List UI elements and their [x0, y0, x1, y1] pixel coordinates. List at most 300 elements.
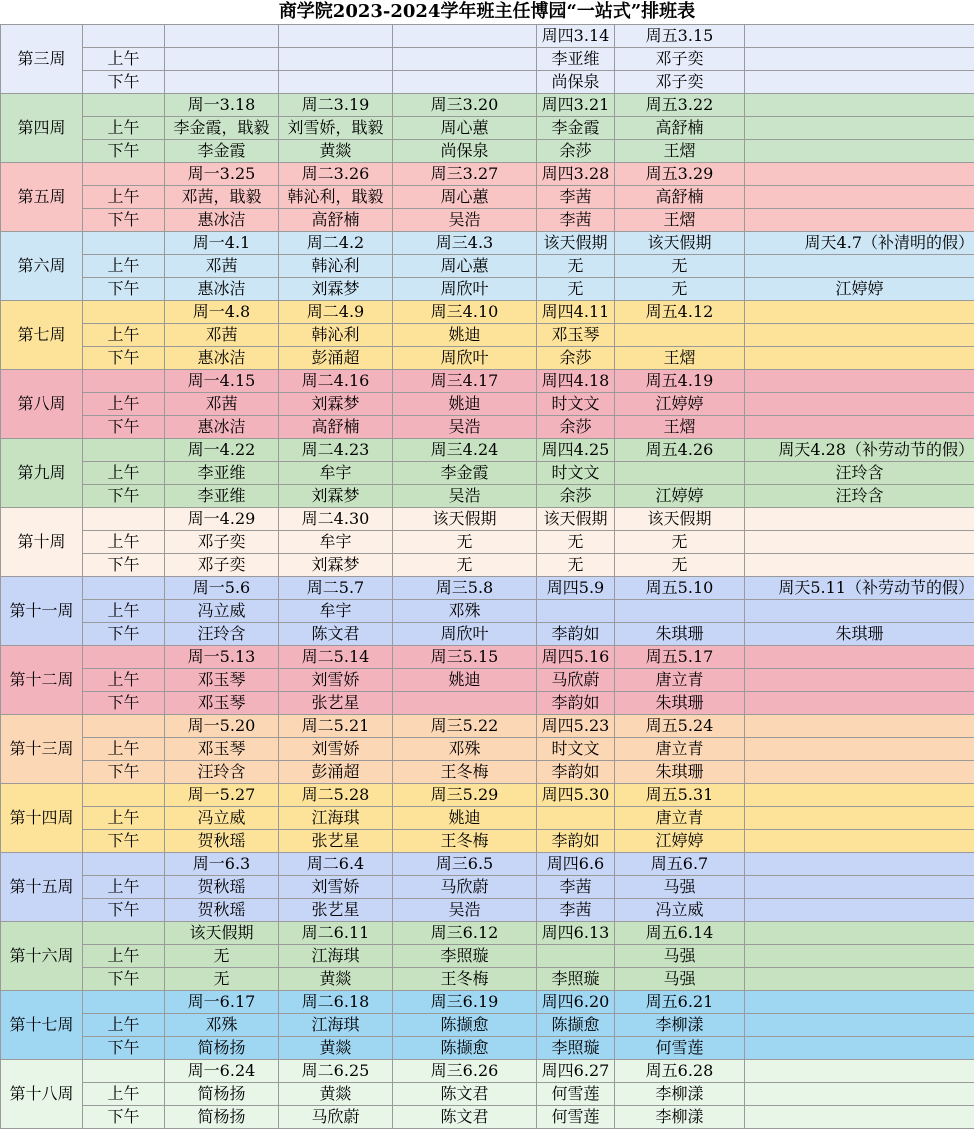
- staff-cell: [745, 393, 974, 416]
- morning-row: [1, 876, 974, 899]
- staff-cell: 邓子奕: [615, 71, 745, 94]
- staff-cell: 牟宇: [279, 600, 393, 623]
- date-row: [1, 784, 974, 807]
- staff-cell: [537, 945, 615, 968]
- period-label: [83, 853, 165, 876]
- period-label: [83, 991, 165, 1014]
- morning-row: [1, 1014, 974, 1037]
- period-label: [83, 646, 165, 669]
- period-label: [83, 715, 165, 738]
- date-cell: 周二3.19: [279, 94, 393, 117]
- staff-cell: 高舒楠: [279, 416, 393, 439]
- period-label: [83, 577, 165, 600]
- date-cell: 周一5.13: [165, 646, 279, 669]
- period-label: 上午: [83, 945, 165, 968]
- staff-cell: [745, 117, 974, 140]
- morning-row: [1, 48, 974, 71]
- staff-cell: 张艺星: [279, 899, 393, 922]
- staff-cell: 江海琪: [279, 1014, 393, 1037]
- period-label: [83, 232, 165, 255]
- staff-cell: 时文文: [537, 393, 615, 416]
- date-cell: 周三5.8: [393, 577, 537, 600]
- date-row: [1, 853, 974, 876]
- staff-cell: 马欣蔚: [279, 1106, 393, 1129]
- staff-cell: [745, 186, 974, 209]
- date-row: [1, 991, 974, 1014]
- staff-cell: 张艺星: [279, 830, 393, 853]
- staff-cell: 陈撷愈: [537, 1014, 615, 1037]
- staff-cell: [745, 1014, 974, 1037]
- staff-cell: 马强: [615, 968, 745, 991]
- date-cell: 周三4.24: [393, 439, 537, 462]
- staff-cell: 高舒楠: [615, 186, 745, 209]
- afternoon-row: [1, 968, 974, 991]
- date-cell: 周三6.19: [393, 991, 537, 1014]
- staff-cell: 李韵如: [537, 692, 615, 715]
- period-label: 下午: [83, 623, 165, 646]
- staff-cell: 王冬梅: [393, 761, 537, 784]
- staff-cell: 李茜: [537, 209, 615, 232]
- staff-cell: 无: [537, 255, 615, 278]
- staff-cell: 冯立威: [165, 600, 279, 623]
- staff-cell: [745, 71, 974, 94]
- date-cell: 周五6.14: [615, 922, 745, 945]
- week-label: 第十七周: [1, 991, 83, 1060]
- date-cell: 周五6.7: [615, 853, 745, 876]
- staff-cell: [615, 462, 745, 485]
- date-cell: 周四4.18: [537, 370, 615, 393]
- date-cell: 周四5.9: [537, 577, 615, 600]
- staff-cell: 陈撷愈: [393, 1037, 537, 1060]
- date-cell: 周一5.20: [165, 715, 279, 738]
- staff-cell: 邓茜: [165, 255, 279, 278]
- staff-cell: 朱琪珊: [615, 761, 745, 784]
- afternoon-row: [1, 485, 974, 508]
- staff-cell: 李金霞，戢毅: [165, 117, 279, 140]
- staff-cell: 彭涌超: [279, 347, 393, 370]
- afternoon-row: [1, 71, 974, 94]
- staff-cell: [745, 554, 974, 577]
- date-cell: [393, 25, 537, 48]
- staff-cell: 惠冰洁: [165, 209, 279, 232]
- date-cell: 周一6.24: [165, 1060, 279, 1083]
- staff-cell: 陈文君: [279, 623, 393, 646]
- date-cell: 周天4.7（补清明的假）: [745, 232, 974, 255]
- period-label: 上午: [83, 531, 165, 554]
- date-cell: 周一4.29: [165, 508, 279, 531]
- staff-cell: 周欣叶: [393, 347, 537, 370]
- date-cell: 周三5.22: [393, 715, 537, 738]
- staff-cell: 汪玲含: [165, 761, 279, 784]
- date-cell: [745, 508, 974, 531]
- staff-cell: 马欣蔚: [537, 669, 615, 692]
- staff-cell: 邓殊: [165, 1014, 279, 1037]
- staff-cell: 李韵如: [537, 623, 615, 646]
- afternoon-row: [1, 278, 974, 301]
- morning-row: [1, 945, 974, 968]
- staff-cell: 江婷婷: [615, 393, 745, 416]
- staff-cell: 何雪莲: [615, 1037, 745, 1060]
- date-cell: 周三3.27: [393, 163, 537, 186]
- staff-cell: [745, 1106, 974, 1129]
- week-label: 第十五周: [1, 853, 83, 922]
- staff-cell: [279, 71, 393, 94]
- staff-cell: 马强: [615, 876, 745, 899]
- period-label: 下午: [83, 485, 165, 508]
- date-cell: 该天假期: [537, 232, 615, 255]
- staff-cell: 吴浩: [393, 416, 537, 439]
- staff-cell: 余莎: [537, 140, 615, 163]
- morning-row: [1, 186, 974, 209]
- period-label: 上午: [83, 876, 165, 899]
- staff-cell: 简杨扬: [165, 1106, 279, 1129]
- staff-cell: [745, 945, 974, 968]
- date-cell: 周二6.18: [279, 991, 393, 1014]
- date-cell: [745, 1060, 974, 1083]
- staff-cell: 无: [615, 554, 745, 577]
- staff-cell: [745, 1037, 974, 1060]
- date-cell: 周五5.10: [615, 577, 745, 600]
- staff-cell: 李金霞: [393, 462, 537, 485]
- staff-cell: 李亚维: [165, 462, 279, 485]
- period-label: 上午: [83, 117, 165, 140]
- staff-cell: 吴浩: [393, 485, 537, 508]
- staff-cell: 马欣蔚: [393, 876, 537, 899]
- date-cell: 周一4.8: [165, 301, 279, 324]
- staff-cell: 余莎: [537, 347, 615, 370]
- staff-cell: 黄燚: [279, 1083, 393, 1106]
- period-label: [83, 784, 165, 807]
- staff-cell: 刘霖梦: [279, 485, 393, 508]
- date-cell: 该天假期: [537, 508, 615, 531]
- staff-cell: 邓殊: [393, 600, 537, 623]
- date-cell: [745, 646, 974, 669]
- afternoon-row: [1, 1037, 974, 1060]
- morning-row: [1, 600, 974, 623]
- afternoon-row: [1, 209, 974, 232]
- staff-cell: 周心蕙: [393, 255, 537, 278]
- staff-cell: 彭涌超: [279, 761, 393, 784]
- staff-cell: 李柳漾: [615, 1014, 745, 1037]
- staff-cell: 唐立青: [615, 669, 745, 692]
- staff-cell: 贺秋瑶: [165, 899, 279, 922]
- staff-cell: 邓茜: [165, 324, 279, 347]
- staff-cell: 何雪莲: [537, 1106, 615, 1129]
- date-cell: 周二4.23: [279, 439, 393, 462]
- date-cell: 周四3.14: [537, 25, 615, 48]
- staff-cell: 陈撷愈: [393, 1014, 537, 1037]
- staff-cell: 黄燚: [279, 1037, 393, 1060]
- period-label: 下午: [83, 968, 165, 991]
- date-cell: 周五3.22: [615, 94, 745, 117]
- period-label: 上午: [83, 600, 165, 623]
- staff-cell: 何雪莲: [537, 1083, 615, 1106]
- date-cell: 周一3.25: [165, 163, 279, 186]
- staff-cell: [745, 324, 974, 347]
- date-cell: [745, 370, 974, 393]
- date-cell: 周三5.15: [393, 646, 537, 669]
- staff-cell: 无: [537, 554, 615, 577]
- period-label: 下午: [83, 899, 165, 922]
- date-cell: 周四3.28: [537, 163, 615, 186]
- staff-cell: 邓子奕: [165, 531, 279, 554]
- date-cell: [745, 25, 974, 48]
- date-cell: 周二5.7: [279, 577, 393, 600]
- staff-cell: 邓茜: [165, 393, 279, 416]
- staff-cell: 贺秋瑶: [165, 876, 279, 899]
- period-label: [83, 922, 165, 945]
- staff-cell: [745, 761, 974, 784]
- staff-cell: 周欣叶: [393, 278, 537, 301]
- staff-cell: 王熠: [615, 140, 745, 163]
- staff-cell: 唐立青: [615, 807, 745, 830]
- period-label: [83, 508, 165, 531]
- period-label: 下午: [83, 140, 165, 163]
- staff-cell: 无: [615, 255, 745, 278]
- date-cell: 该天假期: [393, 508, 537, 531]
- staff-cell: [745, 255, 974, 278]
- period-label: [83, 25, 165, 48]
- date-cell: 周一3.18: [165, 94, 279, 117]
- date-cell: [279, 25, 393, 48]
- afternoon-row: [1, 623, 974, 646]
- staff-cell: 刘雪娇: [279, 738, 393, 761]
- staff-cell: [745, 531, 974, 554]
- staff-cell: 王熠: [615, 416, 745, 439]
- date-row: [1, 577, 974, 600]
- staff-cell: [745, 48, 974, 71]
- staff-cell: 无: [537, 278, 615, 301]
- staff-cell: 朱琪珊: [615, 623, 745, 646]
- date-cell: 周五4.19: [615, 370, 745, 393]
- period-label: 上午: [83, 462, 165, 485]
- week-label: 第十三周: [1, 715, 83, 784]
- staff-cell: 李韵如: [537, 761, 615, 784]
- week-label: 第八周: [1, 370, 83, 439]
- staff-cell: [745, 1083, 974, 1106]
- date-cell: 周天5.11（补劳动节的假）: [745, 577, 974, 600]
- staff-cell: 余莎: [537, 416, 615, 439]
- staff-cell: 李亚维: [165, 485, 279, 508]
- date-cell: 周四4.11: [537, 301, 615, 324]
- staff-cell: 时文文: [537, 462, 615, 485]
- date-cell: 周二6.11: [279, 922, 393, 945]
- date-cell: 周三4.3: [393, 232, 537, 255]
- staff-cell: 李亚维: [537, 48, 615, 71]
- staff-cell: 简杨扬: [165, 1083, 279, 1106]
- date-cell: [745, 715, 974, 738]
- staff-cell: 周心蕙: [393, 186, 537, 209]
- date-row: [1, 94, 974, 117]
- date-cell: 周二4.9: [279, 301, 393, 324]
- staff-cell: 王熠: [615, 347, 745, 370]
- staff-cell: 高舒楠: [279, 209, 393, 232]
- date-row: [1, 163, 974, 186]
- staff-cell: [745, 968, 974, 991]
- period-label: [83, 94, 165, 117]
- staff-cell: 无: [165, 968, 279, 991]
- staff-cell: 牟宇: [279, 462, 393, 485]
- week-label: 第五周: [1, 163, 83, 232]
- period-label: [83, 301, 165, 324]
- staff-cell: 无: [393, 531, 537, 554]
- period-label: 上午: [83, 1083, 165, 1106]
- staff-cell: [745, 738, 974, 761]
- date-row: [1, 232, 974, 255]
- period-label: 下午: [83, 692, 165, 715]
- staff-cell: 简杨扬: [165, 1037, 279, 1060]
- schedule-table: [0, 24, 974, 1129]
- staff-cell: 江婷婷: [615, 830, 745, 853]
- staff-cell: [745, 140, 974, 163]
- date-cell: [165, 25, 279, 48]
- date-cell: 该天假期: [615, 232, 745, 255]
- period-label: 下午: [83, 347, 165, 370]
- date-cell: 周一6.3: [165, 853, 279, 876]
- date-cell: 该天假期: [165, 922, 279, 945]
- staff-cell: 吴浩: [393, 899, 537, 922]
- staff-cell: 邓玉琴: [165, 692, 279, 715]
- date-cell: 周五4.12: [615, 301, 745, 324]
- staff-cell: 李照璇: [393, 945, 537, 968]
- date-cell: 该天假期: [615, 508, 745, 531]
- staff-cell: 李柳漾: [615, 1106, 745, 1129]
- date-cell: 周一5.6: [165, 577, 279, 600]
- staff-cell: 李韵如: [537, 830, 615, 853]
- staff-cell: 余莎: [537, 485, 615, 508]
- staff-cell: 时文文: [537, 738, 615, 761]
- period-label: 下午: [83, 416, 165, 439]
- date-cell: 周四5.16: [537, 646, 615, 669]
- staff-cell: 江婷婷: [615, 485, 745, 508]
- staff-cell: 黄燚: [279, 140, 393, 163]
- staff-cell: [745, 347, 974, 370]
- staff-cell: 韩沁利: [279, 324, 393, 347]
- staff-cell: 王熠: [615, 209, 745, 232]
- date-cell: 周一5.27: [165, 784, 279, 807]
- staff-cell: 姚迪: [393, 324, 537, 347]
- staff-cell: 李柳漾: [615, 1083, 745, 1106]
- date-row: [1, 370, 974, 393]
- period-label: 上午: [83, 1014, 165, 1037]
- date-cell: 周二5.28: [279, 784, 393, 807]
- staff-cell: 邓茜，戢毅: [165, 186, 279, 209]
- date-cell: 周二4.2: [279, 232, 393, 255]
- morning-row: [1, 255, 974, 278]
- staff-cell: 牟宇: [279, 531, 393, 554]
- staff-cell: [537, 600, 615, 623]
- date-cell: 周一4.22: [165, 439, 279, 462]
- staff-cell: [745, 416, 974, 439]
- staff-cell: 无: [615, 531, 745, 554]
- staff-cell: [745, 209, 974, 232]
- afternoon-row: [1, 1106, 974, 1129]
- date-cell: 周二5.14: [279, 646, 393, 669]
- date-cell: 周五3.29: [615, 163, 745, 186]
- staff-cell: 朱琪珊: [745, 623, 974, 646]
- staff-cell: 李金霞: [537, 117, 615, 140]
- staff-cell: 江海琪: [279, 807, 393, 830]
- period-label: 上午: [83, 324, 165, 347]
- morning-row: [1, 324, 974, 347]
- date-cell: 周四6.13: [537, 922, 615, 945]
- staff-cell: 吴浩: [393, 209, 537, 232]
- staff-cell: [745, 692, 974, 715]
- date-cell: 周三6.26: [393, 1060, 537, 1083]
- staff-cell: 刘霖梦: [279, 554, 393, 577]
- date-cell: 周五5.17: [615, 646, 745, 669]
- date-cell: 周四6.6: [537, 853, 615, 876]
- date-cell: 周五5.24: [615, 715, 745, 738]
- staff-cell: [393, 48, 537, 71]
- staff-cell: [745, 807, 974, 830]
- period-label: [83, 163, 165, 186]
- staff-cell: [537, 807, 615, 830]
- staff-cell: [615, 324, 745, 347]
- staff-cell: 姚迪: [393, 807, 537, 830]
- period-label: 上午: [83, 393, 165, 416]
- date-cell: 周五4.26: [615, 439, 745, 462]
- staff-cell: 韩沁利: [279, 255, 393, 278]
- staff-cell: 高舒楠: [615, 117, 745, 140]
- date-cell: 周五6.21: [615, 991, 745, 1014]
- period-label: 上午: [83, 255, 165, 278]
- period-label: 上午: [83, 669, 165, 692]
- staff-cell: 姚迪: [393, 393, 537, 416]
- date-cell: 周五5.31: [615, 784, 745, 807]
- date-cell: [745, 163, 974, 186]
- staff-cell: 江婷婷: [745, 278, 974, 301]
- staff-cell: 周欣叶: [393, 623, 537, 646]
- staff-cell: 邓玉琴: [537, 324, 615, 347]
- staff-cell: 刘霖梦: [279, 393, 393, 416]
- week-label: 第十八周: [1, 1060, 83, 1129]
- staff-cell: 惠冰洁: [165, 416, 279, 439]
- date-cell: 周四3.21: [537, 94, 615, 117]
- week-label: 第六周: [1, 232, 83, 301]
- staff-cell: 王冬梅: [393, 968, 537, 991]
- afternoon-row: [1, 692, 974, 715]
- staff-cell: 周心蕙: [393, 117, 537, 140]
- staff-cell: 唐立青: [615, 738, 745, 761]
- morning-row: [1, 462, 974, 485]
- staff-cell: 无: [615, 278, 745, 301]
- morning-row: [1, 669, 974, 692]
- staff-cell: 尚保泉: [537, 71, 615, 94]
- period-label: 上午: [83, 807, 165, 830]
- date-cell: [745, 301, 974, 324]
- date-cell: 周五3.15: [615, 25, 745, 48]
- date-cell: [745, 853, 974, 876]
- week-label: 第十一周: [1, 577, 83, 646]
- staff-cell: 江海琪: [279, 945, 393, 968]
- date-cell: 周四4.25: [537, 439, 615, 462]
- date-cell: 周二6.4: [279, 853, 393, 876]
- staff-cell: 姚迪: [393, 669, 537, 692]
- week-label: 第四周: [1, 94, 83, 163]
- staff-cell: 李茜: [537, 876, 615, 899]
- staff-cell: 汪玲含: [745, 462, 974, 485]
- staff-cell: 陈文君: [393, 1083, 537, 1106]
- period-label: [83, 370, 165, 393]
- morning-row: [1, 393, 974, 416]
- staff-cell: [745, 600, 974, 623]
- staff-cell: 无: [165, 945, 279, 968]
- date-row: [1, 922, 974, 945]
- date-cell: [745, 784, 974, 807]
- date-cell: 周二4.30: [279, 508, 393, 531]
- date-row: [1, 25, 974, 48]
